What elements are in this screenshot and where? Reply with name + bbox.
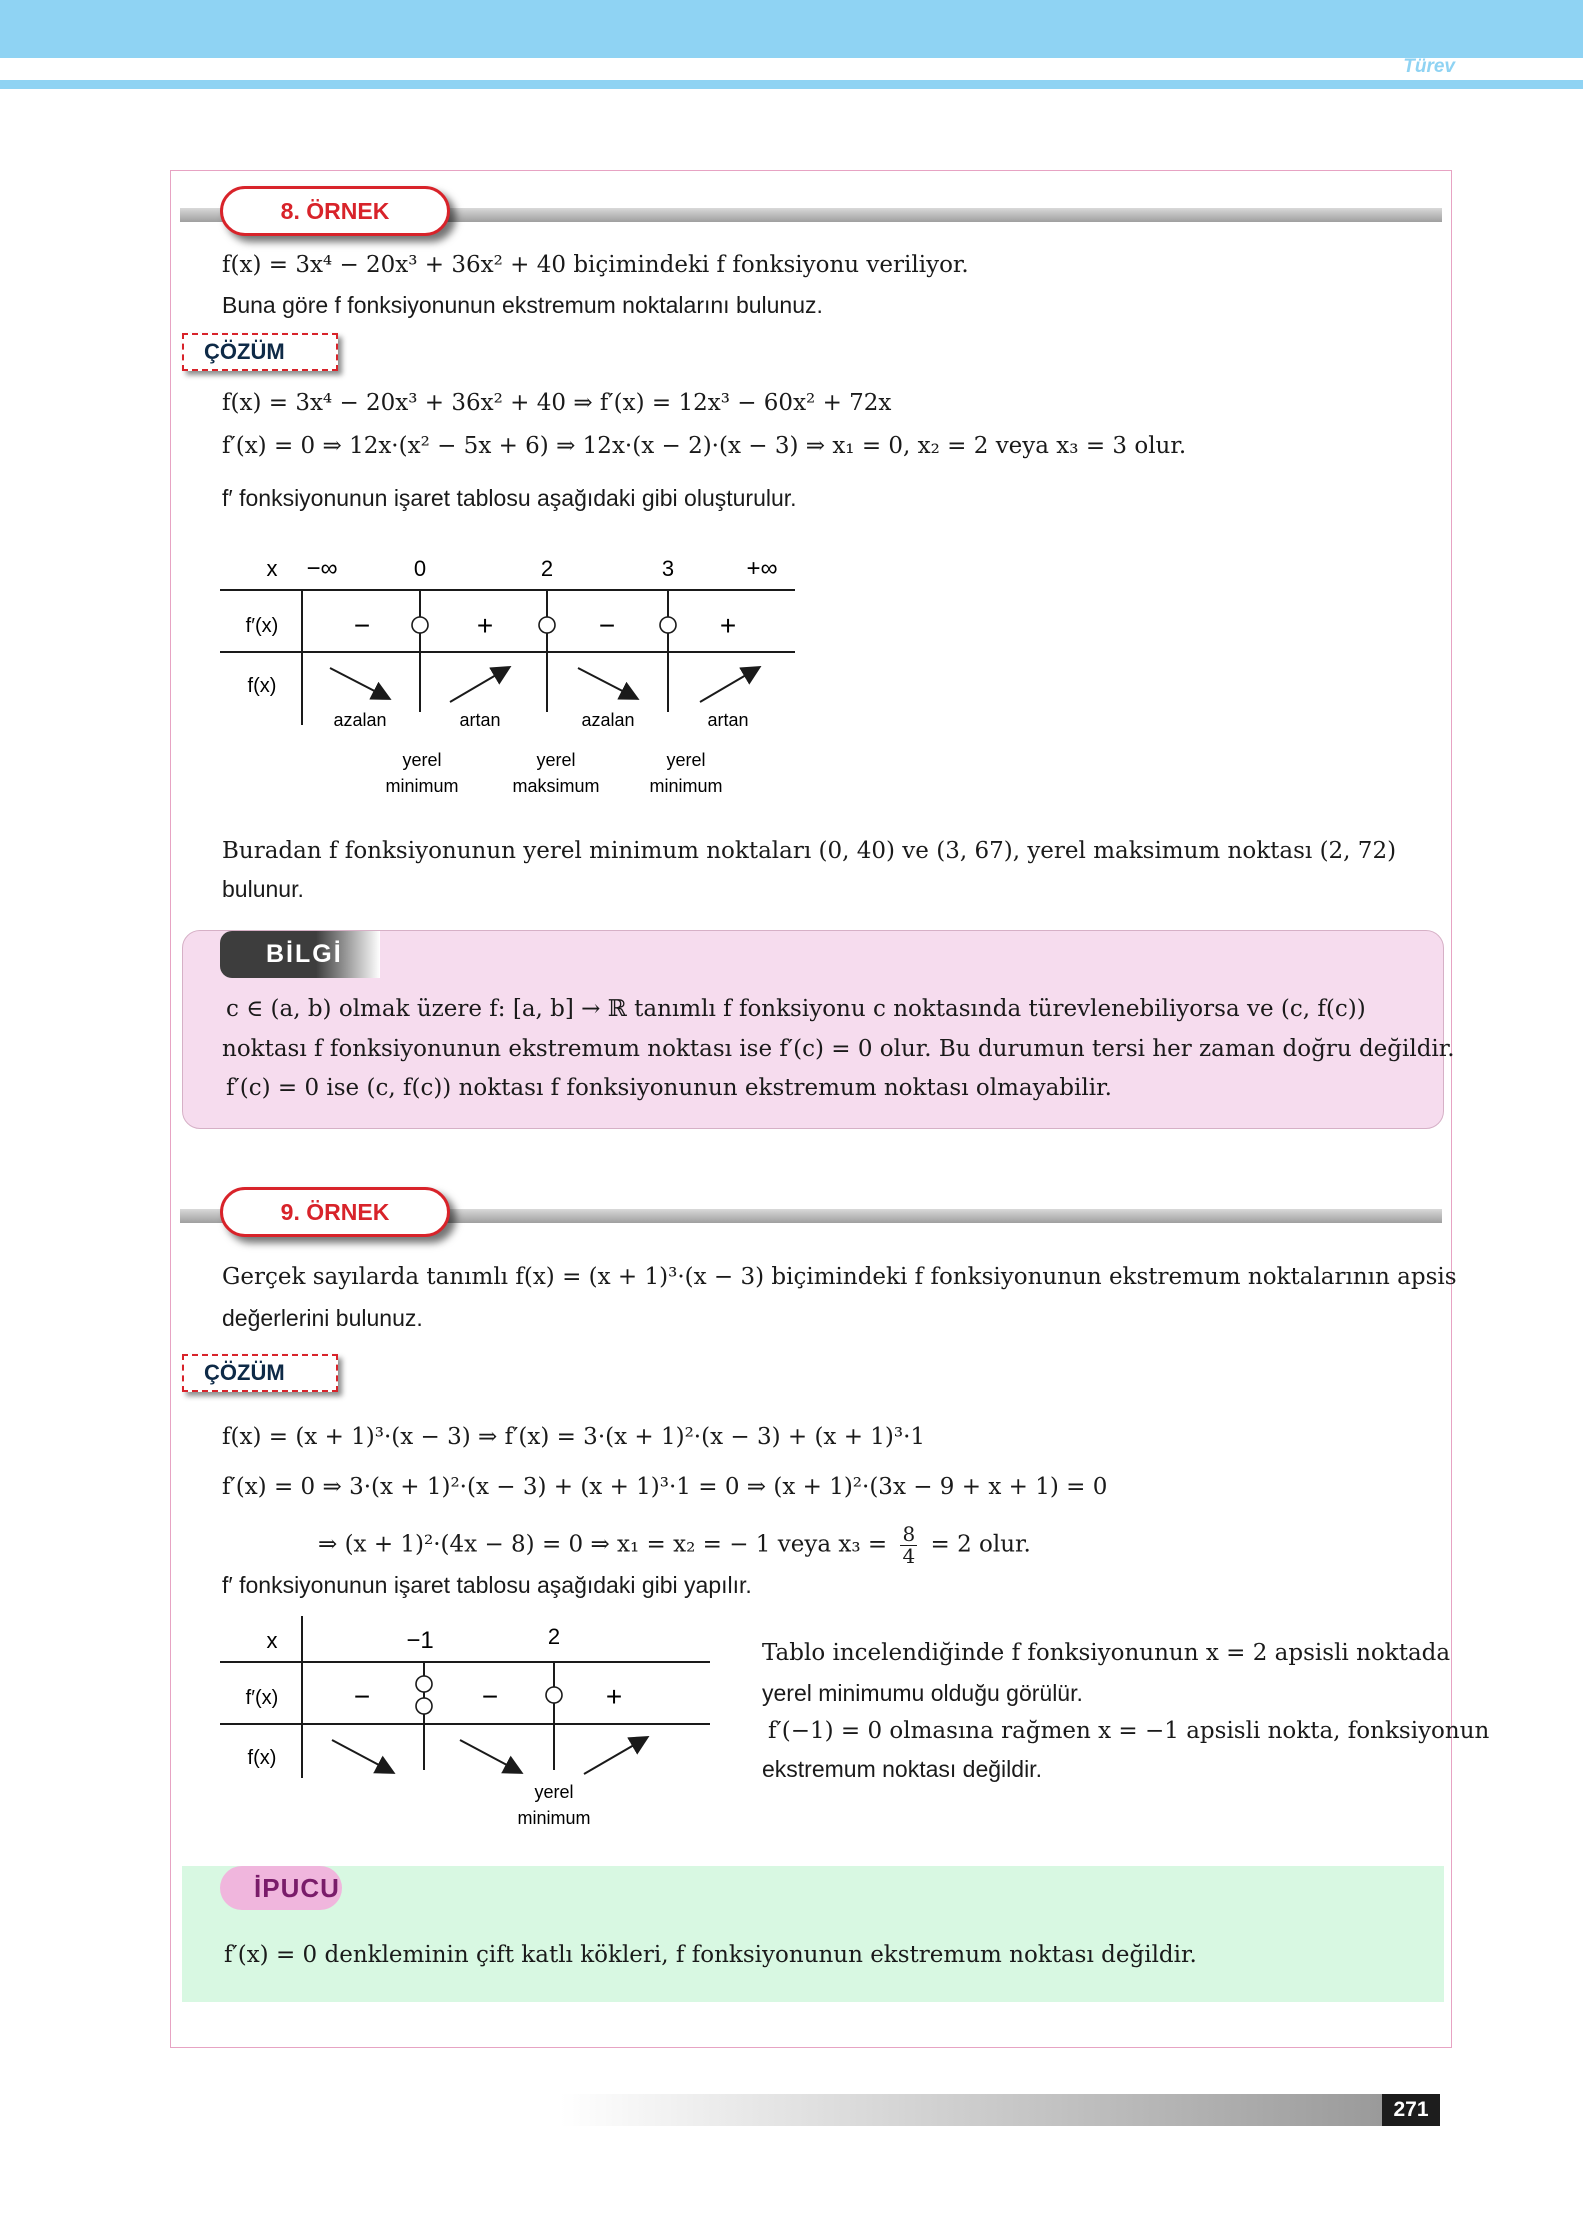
chapter-title: Türev	[1403, 56, 1455, 77]
info-line-1: c ∈ (a, b) olmak üzere f: [a, b] → ℝ tanımlı f fonksiyonu c noktasında türevlenebiliyorsa ve (c, f(c))	[226, 996, 1366, 1022]
ex8-result-line-1: Buradan f fonksiyonunun yerel minimum noktaları (0, 40) ve (3, 67), yerel maksimum noktası (2, 72)	[222, 838, 1397, 864]
ex8-question-line-1: f(x) = 3x⁴ − 20x³ + 36x² + 40 biçimindeki f fonksiyonu veriliyor.	[222, 252, 969, 278]
ex9-note-line-3: f′(−1) = 0 olmasına rağmen x = −1 apsisli nokta, fonksiyonun	[768, 1718, 1490, 1744]
ex9-extremum-label: minimum	[517, 1808, 591, 1828]
info-line-2: noktası f fonksiyonunun ekstremum noktası ise f′(c) = 0 olur. Bu durumun tersi her zaman doğru değildir.	[222, 1036, 1455, 1062]
ex9-table-x-label: x	[266, 1628, 278, 1653]
ex9-solution-line-4: f′ fonksiyonunun işaret tablosu aşağıdaki gibi yapılır.	[222, 1572, 752, 1598]
ex9-note-line-2: yerel minimumu olduğu görülür.	[762, 1680, 1083, 1706]
footer-gradient	[560, 2094, 1382, 2126]
ex9-note-line-4: ekstremum noktası değildir.	[762, 1756, 1042, 1782]
ex8-x-value: 0	[413, 556, 427, 581]
example-8-title: 8. ÖRNEK	[220, 186, 450, 236]
ex8-x-value: +∞	[746, 555, 778, 582]
ex8-solution-line-3: f′ fonksiyonunun işaret tablosu aşağıdaki gibi oluşturulur.	[222, 485, 797, 511]
header-line	[0, 80, 1583, 89]
ex9-solution-line-3-start: ⇒ (x + 1)²·(4x − 8) = 0 ⇒ x₁ = x₂ = − 1 veya x₃ =	[318, 1531, 888, 1558]
ex9-x-value: −1	[406, 1627, 434, 1654]
ex8-table-x-label: x	[266, 556, 278, 581]
ex9-note-line-1: Tablo incelendiğinde f fonksiyonunun x = 2 apsisli noktada	[762, 1640, 1451, 1666]
decreasing-arrow	[460, 1740, 520, 1772]
ex8-behavior: azalan	[581, 710, 635, 730]
decreasing-arrow	[332, 1740, 392, 1772]
ex8-extremum-label: yerel	[536, 750, 576, 770]
ex8-x-value: −∞	[306, 555, 338, 582]
tip-title: İPUCU	[220, 1866, 342, 1910]
ex9-solution-line-3	[318, 1524, 1031, 1567]
ex9-sign-table	[210, 1610, 730, 1840]
tip-text: f′(x) = 0 denkleminin çift katlı kökleri, f fonksiyonunun ekstremum noktası değildir.	[224, 1942, 1197, 1968]
ex9-fraction-numerator: 8	[902, 1522, 916, 1546]
example-9-title: 9. ÖRNEK	[220, 1187, 450, 1237]
ex8-table-fprime-label: f′(x)	[245, 615, 279, 637]
ex9-solution-line-2: f′(x) = 0 ⇒ 3·(x + 1)²·(x − 3) + (x + 1)³·1 = 0 ⇒ (x + 1)²·(3x − 9 + x + 1) = 0	[222, 1474, 1108, 1500]
decreasing-arrow	[330, 668, 388, 698]
ex9-question-line-1: Gerçek sayılarda tanımlı f(x) = (x + 1)³·(x − 3) biçimindeki f fonksiyonunun ekstremum noktalarının apsis	[222, 1264, 1457, 1290]
ex8-x-value: 2	[540, 556, 554, 581]
ex8-sign: +	[476, 610, 494, 641]
ex9-table-fprime-label: f′(x)	[245, 1687, 279, 1709]
ex9-x-value: 2	[547, 1624, 561, 1649]
increasing-arrow	[584, 1738, 646, 1774]
info-line-3: f′(c) = 0 ise (c, f(c)) noktası f fonksiyonunun ekstremum noktası olmayabilir.	[226, 1075, 1112, 1101]
ex9-question-line-2: değerlerini bulunuz.	[222, 1305, 423, 1331]
ex8-behavior: azalan	[333, 710, 387, 730]
ex9-solution-line-3-end: = 2 olur.	[930, 1531, 1031, 1558]
ex8-solution-line-1: f(x) = 3x⁴ − 20x³ + 36x² + 40 ⇒ f′(x) = 12x³ − 60x² + 72x	[222, 390, 892, 416]
ex8-sign: −	[353, 610, 371, 641]
ex9-fraction-denominator: 4	[902, 1544, 916, 1568]
ex9-table-f-label: f(x)	[247, 1747, 277, 1769]
ex8-extremum-label: maksimum	[512, 776, 600, 796]
ex8-sign-table	[210, 540, 810, 810]
ex8-behavior: artan	[707, 710, 749, 730]
ex8-extremum-label: minimum	[385, 776, 459, 796]
ex8-sign: +	[719, 610, 737, 641]
ex9-sign: +	[605, 1681, 623, 1712]
ex8-extremum-label: minimum	[649, 776, 723, 796]
ex8-table-f-label: f(x)	[247, 675, 277, 697]
header-band	[0, 0, 1583, 58]
ex8-solution-label: ÇÖZÜM	[182, 333, 338, 371]
ex8-sign: −	[598, 610, 616, 641]
page-number: 271	[1382, 2094, 1440, 2126]
ex9-solution-label: ÇÖZÜM	[182, 1354, 338, 1392]
ex8-extremum-label: yerel	[666, 750, 706, 770]
ex9-solution-line-1: f(x) = (x + 1)³·(x − 3) ⇒ f′(x) = 3·(x + 1)²·(x − 3) + (x + 1)³·1	[222, 1424, 926, 1450]
increasing-arrow	[450, 668, 508, 702]
ex9-extremum-label: yerel	[534, 1782, 574, 1802]
decreasing-arrow	[578, 668, 636, 698]
ex9-sign: −	[481, 1681, 499, 1712]
ex8-x-value: 3	[661, 556, 675, 581]
ex8-behavior: artan	[459, 710, 501, 730]
ex9-sign: −	[353, 1681, 371, 1712]
ex8-question-line-2: Buna göre f fonksiyonunun ekstremum noktalarını bulunuz.	[222, 292, 823, 318]
tip-box	[182, 1866, 1444, 2002]
ex9-fraction	[900, 1524, 917, 1567]
increasing-arrow	[700, 668, 758, 702]
ex8-extremum-label: yerel	[402, 750, 442, 770]
info-title: BİLGİ	[220, 931, 380, 978]
ex8-result-line-2: bulunur.	[222, 876, 304, 902]
ex8-solution-line-2: f′(x) = 0 ⇒ 12x·(x² − 5x + 6) ⇒ 12x·(x − 2)·(x − 3) ⇒ x₁ = 0, x₂ = 2 veya x₃ = 3 olur.	[222, 433, 1187, 459]
